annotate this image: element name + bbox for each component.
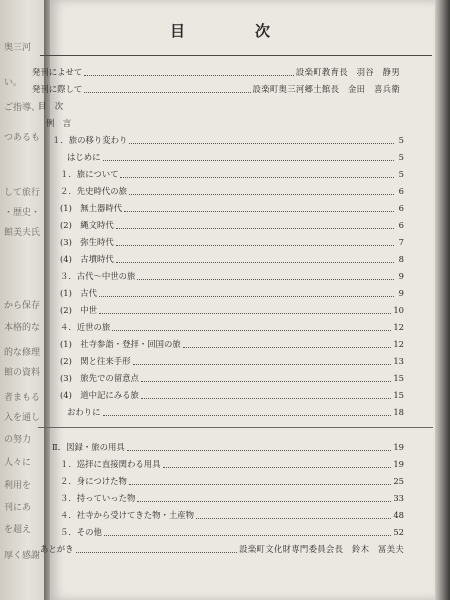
toc-entry-label: (3) 弥生時代 <box>60 237 114 247</box>
toc-entry[interactable] <box>60 288 404 299</box>
toc-page-number: 48 <box>393 510 404 520</box>
toc-entry[interactable] <box>60 527 404 538</box>
toc-entry[interactable] <box>60 237 404 248</box>
toc-page-number: 15 <box>393 390 404 400</box>
toc-entry[interactable] <box>60 305 404 316</box>
toc-entry[interactable] <box>60 356 404 367</box>
toc-entry-label: Ⅱ．図録・旅の用具 <box>52 442 125 452</box>
toc-entry-label: (1) 無土器時代 <box>60 203 123 213</box>
title-char: 目 <box>170 22 188 40</box>
toc-entry-author: 設楽町教育長 羽谷 静男 <box>295 67 400 77</box>
toc-entry-label: あとがき <box>40 544 74 554</box>
toc-entry-author: 設楽町文化財専門委員会長 鈴木 冨美夫 <box>239 544 404 554</box>
table-of-contents <box>32 0 435 600</box>
toc-page-number: 19 <box>393 442 404 452</box>
facing-text-line: 厚く感謝 <box>4 551 41 561</box>
toc-entry-label: (4) 古墳時代 <box>60 254 114 264</box>
toc-page-number: 7 <box>398 237 404 247</box>
toc-entry-label: ２．先史時代の旅 <box>60 186 127 196</box>
toc-entry[interactable] <box>60 220 404 231</box>
toc-page-number: 5 <box>398 152 404 162</box>
toc-entry-label: ４．社寺から受けてきた物・土産物 <box>60 510 194 520</box>
facing-text-line: ご指導、 <box>4 103 41 113</box>
dot-leader <box>112 324 391 331</box>
toc-entry[interactable] <box>60 373 404 384</box>
toc-entry-label: はじめに <box>67 152 101 162</box>
toc-entry-label: １．旅について <box>60 169 119 179</box>
toc-page-number: 9 <box>398 271 404 281</box>
toc-page-number: 6 <box>398 203 404 213</box>
toc-entry-label: ３．古代〜中世の旅 <box>60 271 136 281</box>
facing-text-line: 人々に <box>4 458 32 468</box>
dot-leader <box>116 239 394 246</box>
toc-entry[interactable] <box>60 169 404 180</box>
toc-page-number: 12 <box>393 322 404 332</box>
toc-entry[interactable] <box>60 390 404 401</box>
facing-text-line: を超え <box>4 525 32 535</box>
toc-page-number: 10 <box>393 305 404 315</box>
dot-leader <box>99 307 391 314</box>
toc-entry-label: １．旅の移り変わり <box>52 135 128 145</box>
toc-entry[interactable] <box>52 135 404 146</box>
dot-leader <box>137 273 394 280</box>
toc-entry[interactable] <box>60 510 404 521</box>
dot-leader <box>116 222 394 229</box>
facing-text-line: の努力 <box>4 435 32 445</box>
dot-leader <box>137 495 391 502</box>
toc-entry-label: (2) 中世 <box>60 305 97 315</box>
dot-leader <box>129 478 391 485</box>
toc-entry-author: 設楽町奥三河郷土館長 金田 喜兵衛 <box>252 84 400 94</box>
toc-page-number: 52 <box>393 527 404 537</box>
toc-page-number: 33 <box>393 493 404 503</box>
toc-entry-label: (4) 道中記にみる旅 <box>60 390 139 400</box>
toc-entry-label: (1) 古代 <box>60 288 97 298</box>
facing-text-line: ・歴史・ <box>4 208 41 218</box>
toc-entry[interactable] <box>60 493 404 504</box>
dot-leader <box>116 256 394 263</box>
toc-page-number: 12 <box>393 339 404 349</box>
facing-text-line: 利用を <box>4 481 32 491</box>
dot-leader <box>141 375 391 382</box>
facing-text-line: 入を通し <box>4 413 41 423</box>
toc-entry-label: 発刊に際して <box>32 84 83 94</box>
toc-entry-label: 発刊によせて <box>32 67 83 77</box>
facing-text-line: 館の資料 <box>4 368 41 378</box>
dot-leader <box>120 171 394 178</box>
dot-leader <box>129 137 394 144</box>
toc-page-number: 25 <box>393 476 404 486</box>
facing-text-line: 奥三河 <box>4 43 32 53</box>
dot-leader <box>99 290 394 297</box>
toc-entry[interactable] <box>40 544 404 555</box>
dot-leader <box>103 409 392 416</box>
toc-entry[interactable] <box>60 322 404 333</box>
page-edge <box>435 0 450 600</box>
toc-entry[interactable] <box>67 152 404 163</box>
toc-entry[interactable] <box>60 203 404 214</box>
toc-entry-label: ２．身につけた物 <box>60 476 127 486</box>
toc-entry[interactable] <box>60 476 404 487</box>
toc-entry-label: (2) 関と往来手形 <box>60 356 131 366</box>
facing-text-line: 的な修理 <box>4 348 41 358</box>
facing-text-line: 館美夫氏 <box>4 228 41 238</box>
hanrei-label: 例 言 <box>46 118 72 128</box>
toc-page-number: 5 <box>398 135 404 145</box>
toc-page-number: 13 <box>393 356 404 366</box>
section-divider <box>38 427 433 428</box>
toc-page-number: 15 <box>393 373 404 383</box>
toc-page-number: 6 <box>398 186 404 196</box>
toc-entry-label: (3) 旅先での留意点 <box>60 373 139 383</box>
toc-entry-label: (1) 社寺参詣・登拝・回国の旅 <box>60 339 181 349</box>
facing-text-line: 者まもる <box>4 393 41 403</box>
toc-entry-label: ４．近世の旅 <box>60 322 111 332</box>
title-char: 次 <box>255 22 273 40</box>
facing-text-line: 本格的な <box>4 323 41 333</box>
toc-entry[interactable] <box>60 186 404 197</box>
dot-leader <box>133 358 392 365</box>
toc-entry[interactable] <box>32 84 400 95</box>
toc-entry[interactable] <box>52 442 404 453</box>
facing-text-line: して旅行 <box>4 188 41 198</box>
toc-page-number: 8 <box>398 254 404 264</box>
dot-leader <box>76 546 238 553</box>
dot-leader <box>127 444 392 451</box>
facing-text-line: い。 <box>4 78 23 88</box>
dot-leader <box>84 69 294 76</box>
toc-entry[interactable] <box>60 339 404 350</box>
toc-entry[interactable] <box>60 271 404 282</box>
toc-page-number: 5 <box>398 169 404 179</box>
dot-leader <box>196 512 391 519</box>
facing-text-line: つあるも <box>4 133 41 143</box>
dot-leader <box>124 205 394 212</box>
dot-leader <box>183 341 392 348</box>
dot-leader <box>141 392 391 399</box>
toc-page <box>32 0 435 600</box>
toc-entry-label: １．巡拝に直接関わる用具 <box>60 459 161 469</box>
toc-entry[interactable] <box>67 407 404 418</box>
toc-entry[interactable] <box>60 254 404 265</box>
dot-leader <box>104 529 391 536</box>
toc-page-number: 18 <box>393 407 404 417</box>
dot-leader <box>103 154 395 161</box>
toc-entry-label: (2) 縄文時代 <box>60 220 114 230</box>
dot-leader <box>84 86 250 93</box>
toc-entry-label: ５．その他 <box>60 527 102 537</box>
toc-entry-label: ３．持っていった物 <box>60 493 136 503</box>
mokuji-label: 目 次 <box>38 101 64 111</box>
facing-text-line: 刊にあ <box>4 503 32 513</box>
facing-text-line: から保存 <box>4 301 41 311</box>
toc-page-number: 9 <box>398 288 404 298</box>
toc-entry[interactable] <box>32 67 400 78</box>
toc-page-number: 6 <box>398 220 404 230</box>
dot-leader <box>129 188 394 195</box>
toc-entry-label: おわりに <box>67 407 101 417</box>
toc-entry[interactable] <box>60 459 404 470</box>
toc-page-number: 19 <box>393 459 404 469</box>
dot-leader <box>163 461 392 468</box>
